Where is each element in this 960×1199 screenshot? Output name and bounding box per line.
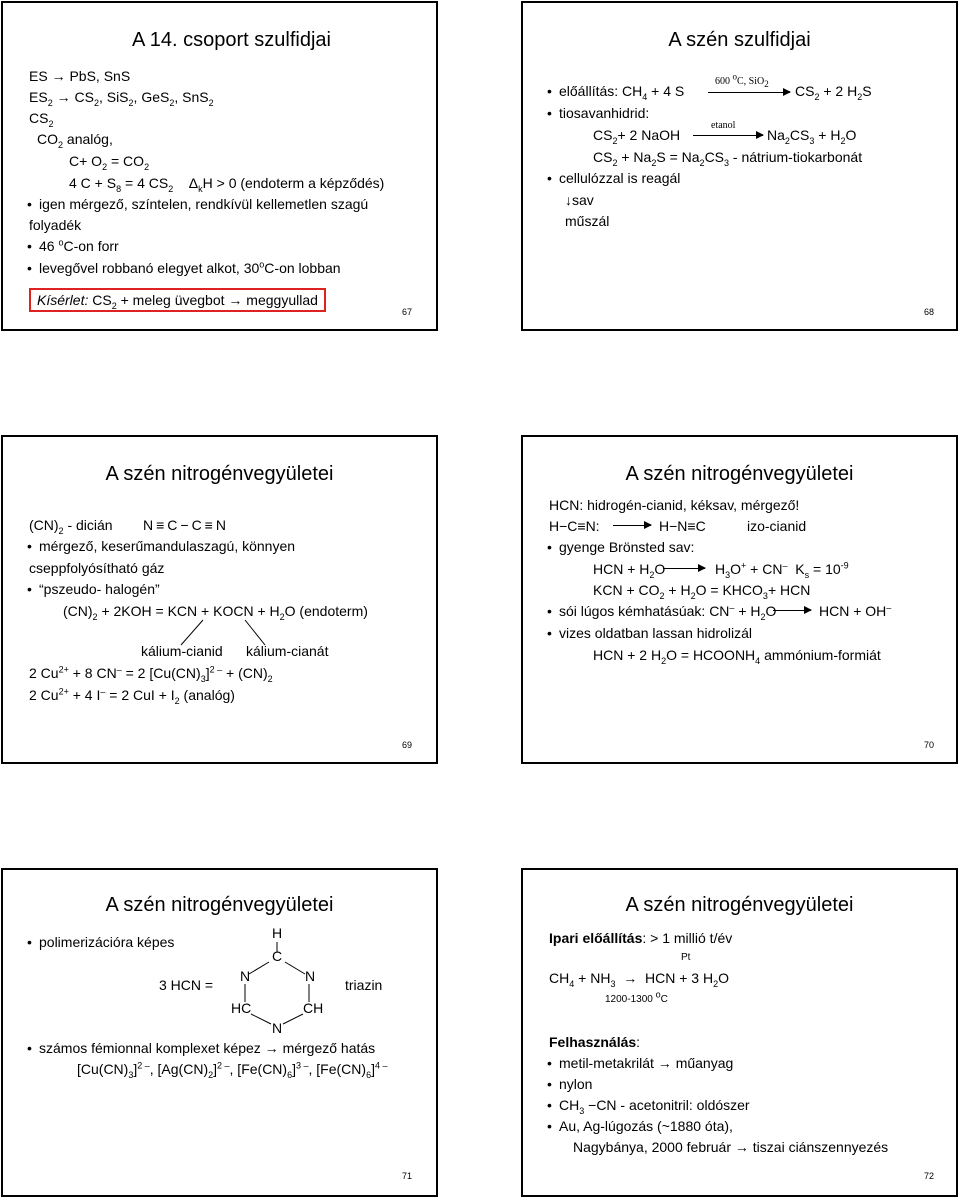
slide-69 [1,435,438,764]
line: $H_3O^+ + CN^-$ $K_s = 10^{-9}$ [715,560,849,580]
line: 3 HCN = [159,977,214,993]
bullet-line: • gyenge Brönsted sav: [559,539,694,555]
line: $(CN)_2 + 2KOH$ = KCN + KOCN + $H_2O$ (endoterm) [63,603,368,622]
bullet-line: • “pszeudo- halogén” [39,581,160,597]
bullet-line: • nylon [559,1076,592,1092]
slide-title: A szén nitrogénvegyületei [105,463,334,485]
page-number: 72 [924,1171,935,1181]
experiment-box: Kísérlet: $CS_2$ + meleg üvegbot → meggyullad [29,288,326,312]
page-number: 68 [924,307,935,317]
line: $CS_2+ 2$ NaOH [593,127,681,146]
line: $[Cu(CN)_3]^{2 -}$, $[Ag(CN)_2]^{2 -}$, $[Fe(CN)_6]^{3 -}$, $[Fe(CN)_6]^{4 -}$ [77,1060,388,1080]
reaction-arrow [708,92,790,93]
line: HCN + 2 $H_2O$ = $HCOONH_4$ ammónium-formiát [593,647,881,666]
slide-title: A 14. csoport szulfidjai [132,29,331,51]
bullet-line: • metil-metakrilát → műanyag [559,1055,733,1071]
line: 4 $C + S_8 = 4$ $CS_2$ $\Delta_kH > 0$ (endoterm a képződés) [69,175,385,194]
bullet-line: • Au, Ag-lúgozás (~1880 óta), [559,1118,733,1134]
ring-atom: N [272,1020,283,1036]
bullet-line: • 46 $^o$C-on forr [39,238,119,254]
ring-atom: C [272,948,283,964]
line: HCN + $H_2O$ [593,561,666,580]
pointer-lines [3,437,438,764]
slide-70 [521,435,958,764]
line: műszál [565,213,610,229]
page-number: 69 [402,740,413,750]
line: ES → PbS, SnS [29,68,131,84]
bullet-line: • tiosavanhidrid: [559,105,649,121]
bullet-line: • levegővel robbanó elegyet alkot, 30$^o$C-on lobban [39,260,341,276]
line: $C+ O_2 = CO_2$ [69,153,150,172]
bullet-line: • igen mérgező, színtelen, rendkívül kellemetlen szagú [39,196,368,212]
line: $CS_2 + 2$ $H_2S$ [795,83,872,102]
slide-title: A szén nitrogénvegyületei [105,894,334,916]
slide-67 [1,1,438,331]
equilibrium-arrow [663,568,705,569]
catalyst-label: Pt [681,952,691,963]
line: $CO_2$ analóg, [37,131,113,150]
page-number: 70 [924,740,935,750]
triazine-ring [225,922,335,1036]
dician-structure: N≡C−C≡N [143,517,229,533]
ring-atom: HC [231,1000,252,1016]
equilibrium-arrow [613,525,651,526]
line: $Na_2CS_3 + H_2O$ [767,127,857,146]
line: Felhasználás: [549,1034,641,1050]
slide-72 [521,868,958,1197]
ring-atom: N [240,968,251,984]
bullet-line: • sói lúgos kémhatásúak: $CN^- + H_2O$ [559,603,776,619]
bullet-line: • előállítás: $CH_4 + 4$ S [559,83,684,99]
bullet-line: • polimerizációra képes [39,934,174,950]
label: kálium-cianid [141,643,223,659]
slide-title: A szén szulfidjai [668,29,811,51]
line: $CS_2$ [29,110,54,129]
page-number: 71 [402,1171,413,1181]
line: H−N≡C [659,518,706,534]
line: $ES_2 \to CS_2$, SiS$_2$, GeS$_2$, SnS$_2$ [29,89,214,108]
line: HCN + OH– [819,602,892,619]
line: 2 $Cu^{2+} + 8$ CN– = 2 $[Cu(CN)_3]^{2 -} + (CN)_2$ [29,664,273,684]
bullet-line: • $CH_3 -CN$ - acetonitril: oldószer [559,1097,750,1113]
reaction-condition: etanol [711,120,736,131]
line: KCN + $CO_2 + H_2O$ = $KHCO_3+$ HCN [593,582,811,601]
line: triazin [345,977,383,993]
line: $CH_4 + NH_3$ → HCN + 3 $H_2O$ [549,970,729,989]
slide-68 [521,1,958,331]
slide-title: A szén nitrogénvegyületei [625,894,854,916]
slide-71 [1,868,438,1197]
label: kálium-cianát [246,643,329,659]
temperature-label: 1200-1300 $^o$C [605,989,668,1005]
ring-atom: CH [303,1000,324,1016]
page-number: 67 [402,307,413,317]
line: cseppfolyósítható gáz [29,560,165,576]
bullet-line: • mérgező, keserűmandulaszagú, könnyen [39,538,295,554]
line: 2 $Cu^{2+} + 4$ I– = 2 CuI + $I_2$ (analóg) [29,686,235,706]
reaction-condition: 600 $^o$C, SiO$_2$ [715,71,769,89]
equilibrium-arrow [773,610,811,611]
slide-title: A szén nitrogénvegyületei [625,463,854,485]
line: $(CN)_2$ - dicián [29,517,113,536]
line: Ipari előállítás: > 1 millió t/év [549,930,733,946]
line: ↓sav [565,192,594,208]
ring-atom: H [272,925,283,941]
bullet-line: • vizes oldatban lassan hidrolizál [559,625,752,641]
line: H−C≡N: [549,518,600,534]
ring-atom: N [305,968,316,984]
line: folyadék [29,217,82,233]
line: $CS_2 + Na_2S = Na_2CS_3$ - nátrium-tiokarbonát [593,149,863,168]
line: HCN: hidrogén-cianid, kéksav, mérgező! [549,497,800,513]
bullet-line: • cellulózzal is reagál [559,170,680,186]
line: Nagybánya, 2000 február → tiszai ciánszennyezés [573,1139,889,1155]
reaction-arrow [693,135,763,136]
bullet-line: • számos fémionnal komplexet képez → mérgező hatás [39,1040,375,1056]
line: izo-cianid [747,518,807,534]
